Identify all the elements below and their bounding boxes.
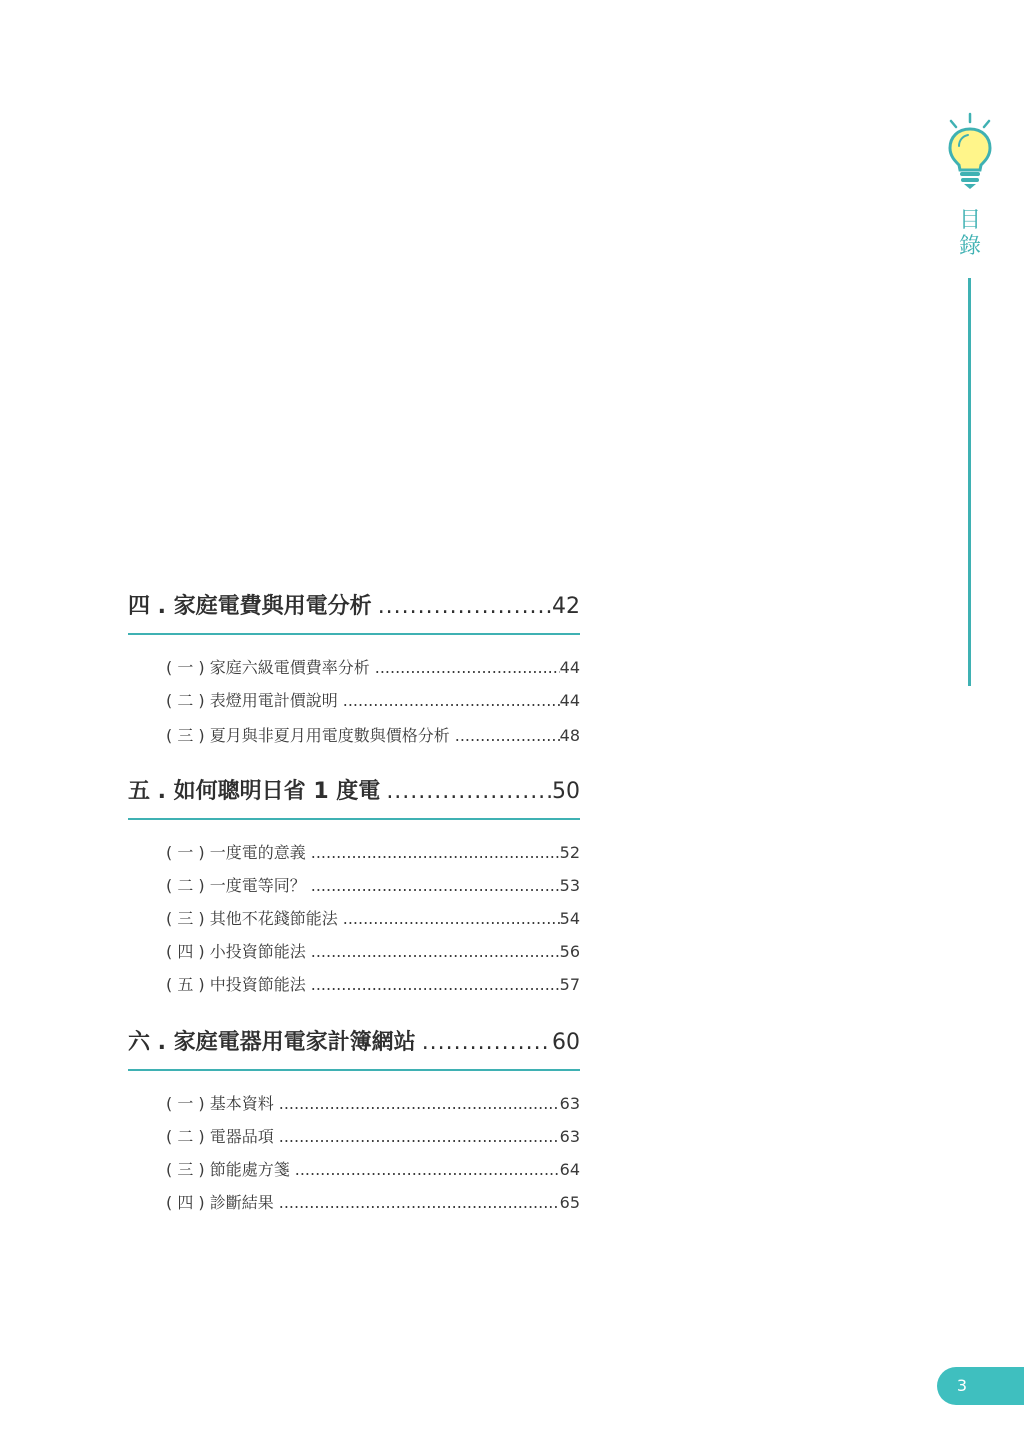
dot-leader bbox=[311, 869, 560, 902]
toc-item[interactable] bbox=[166, 836, 580, 869]
item-title: ( 一 ) 基本資料 bbox=[166, 1094, 274, 1113]
dot-leader bbox=[422, 1026, 552, 1060]
page-number-tab bbox=[937, 1367, 1024, 1405]
item-title: ( 三 ) 節能處方箋 bbox=[166, 1160, 290, 1179]
toc-item[interactable] bbox=[166, 719, 580, 752]
chapter-title: 六 . 家庭電器用電家計簿網站 bbox=[128, 1030, 416, 1055]
section-divider bbox=[128, 1069, 580, 1071]
sidebar-label-char: 錄 bbox=[958, 234, 981, 259]
dot-leader bbox=[375, 651, 560, 684]
dot-leader bbox=[455, 719, 560, 752]
chapter-page-number: 42 bbox=[552, 594, 580, 619]
item-page-number: 57 bbox=[559, 975, 580, 994]
item-title: ( 五 ) 中投資節能法 bbox=[166, 975, 306, 994]
sidebar-label-char: 目 bbox=[958, 208, 981, 233]
item-title: ( 二 ) 一度電等同？ bbox=[166, 876, 306, 895]
item-title: ( 二 ) 電器品項 bbox=[166, 1127, 274, 1146]
sidebar-divider bbox=[968, 278, 971, 686]
dot-leader bbox=[311, 935, 560, 968]
toc-item[interactable] bbox=[166, 684, 580, 717]
item-page-number: 63 bbox=[559, 1127, 580, 1146]
dot-leader bbox=[295, 1153, 560, 1186]
toc-section bbox=[128, 775, 580, 1001]
item-page-number: 54 bbox=[559, 909, 580, 928]
toc-item[interactable] bbox=[166, 1087, 580, 1120]
dot-leader bbox=[343, 902, 560, 935]
item-page-number: 53 bbox=[559, 876, 580, 895]
toc-chapter-entry[interactable] bbox=[128, 1026, 580, 1060]
item-title: ( 四 ) 診斷結果 bbox=[166, 1193, 274, 1212]
item-page-number: 65 bbox=[559, 1193, 580, 1212]
toc-item[interactable] bbox=[166, 869, 580, 902]
toc-item[interactable] bbox=[166, 935, 580, 968]
toc-item[interactable] bbox=[166, 902, 580, 935]
dot-leader bbox=[311, 836, 560, 869]
toc-chapter-entry[interactable] bbox=[128, 775, 580, 809]
dot-leader bbox=[311, 968, 560, 1001]
toc-item[interactable] bbox=[166, 1120, 580, 1153]
item-page-number: 56 bbox=[559, 942, 580, 961]
dot-leader bbox=[279, 1120, 560, 1153]
toc-item[interactable] bbox=[166, 968, 580, 1001]
chapter-title: 四 . 家庭電費與用電分析 bbox=[128, 594, 372, 619]
item-title: ( 一 ) 一度電的意義 bbox=[166, 843, 306, 862]
dot-leader bbox=[386, 775, 552, 809]
chapter-page-number: 60 bbox=[552, 1030, 580, 1055]
section-divider bbox=[128, 633, 580, 635]
section-divider bbox=[128, 818, 580, 820]
lightbulb-icon bbox=[945, 112, 995, 192]
item-title: ( 一 ) 家庭六級電價費率分析 bbox=[166, 658, 370, 677]
item-title: ( 四 ) 小投資節能法 bbox=[166, 942, 306, 961]
dot-leader bbox=[378, 590, 552, 624]
toc-item[interactable] bbox=[166, 651, 580, 684]
toc-section bbox=[128, 1026, 580, 1219]
item-title: ( 三 ) 夏月與非夏月用電度數與價格分析 bbox=[166, 726, 450, 745]
chapter-title: 五 . 如何聰明日省 1 度電 bbox=[128, 779, 381, 804]
dot-leader bbox=[343, 684, 560, 717]
toc-section bbox=[128, 590, 580, 752]
item-page-number: 63 bbox=[559, 1094, 580, 1113]
sidebar-label bbox=[956, 208, 984, 260]
item-page-number: 64 bbox=[559, 1160, 580, 1179]
page-number: 3 bbox=[956, 1376, 968, 1395]
item-page-number: 44 bbox=[559, 691, 580, 710]
item-page-number: 44 bbox=[559, 658, 580, 677]
item-title: ( 三 ) 其他不花錢節能法 bbox=[166, 909, 338, 928]
dot-leader bbox=[279, 1186, 560, 1219]
toc-item[interactable] bbox=[166, 1186, 580, 1219]
item-page-number: 52 bbox=[559, 843, 580, 862]
toc-item[interactable] bbox=[166, 1153, 580, 1186]
item-title: ( 二 ) 表燈用電計價說明 bbox=[166, 691, 338, 710]
toc-chapter-entry[interactable] bbox=[128, 590, 580, 624]
item-page-number: 48 bbox=[559, 726, 580, 745]
chapter-page-number: 50 bbox=[552, 779, 580, 804]
dot-leader bbox=[279, 1087, 560, 1120]
